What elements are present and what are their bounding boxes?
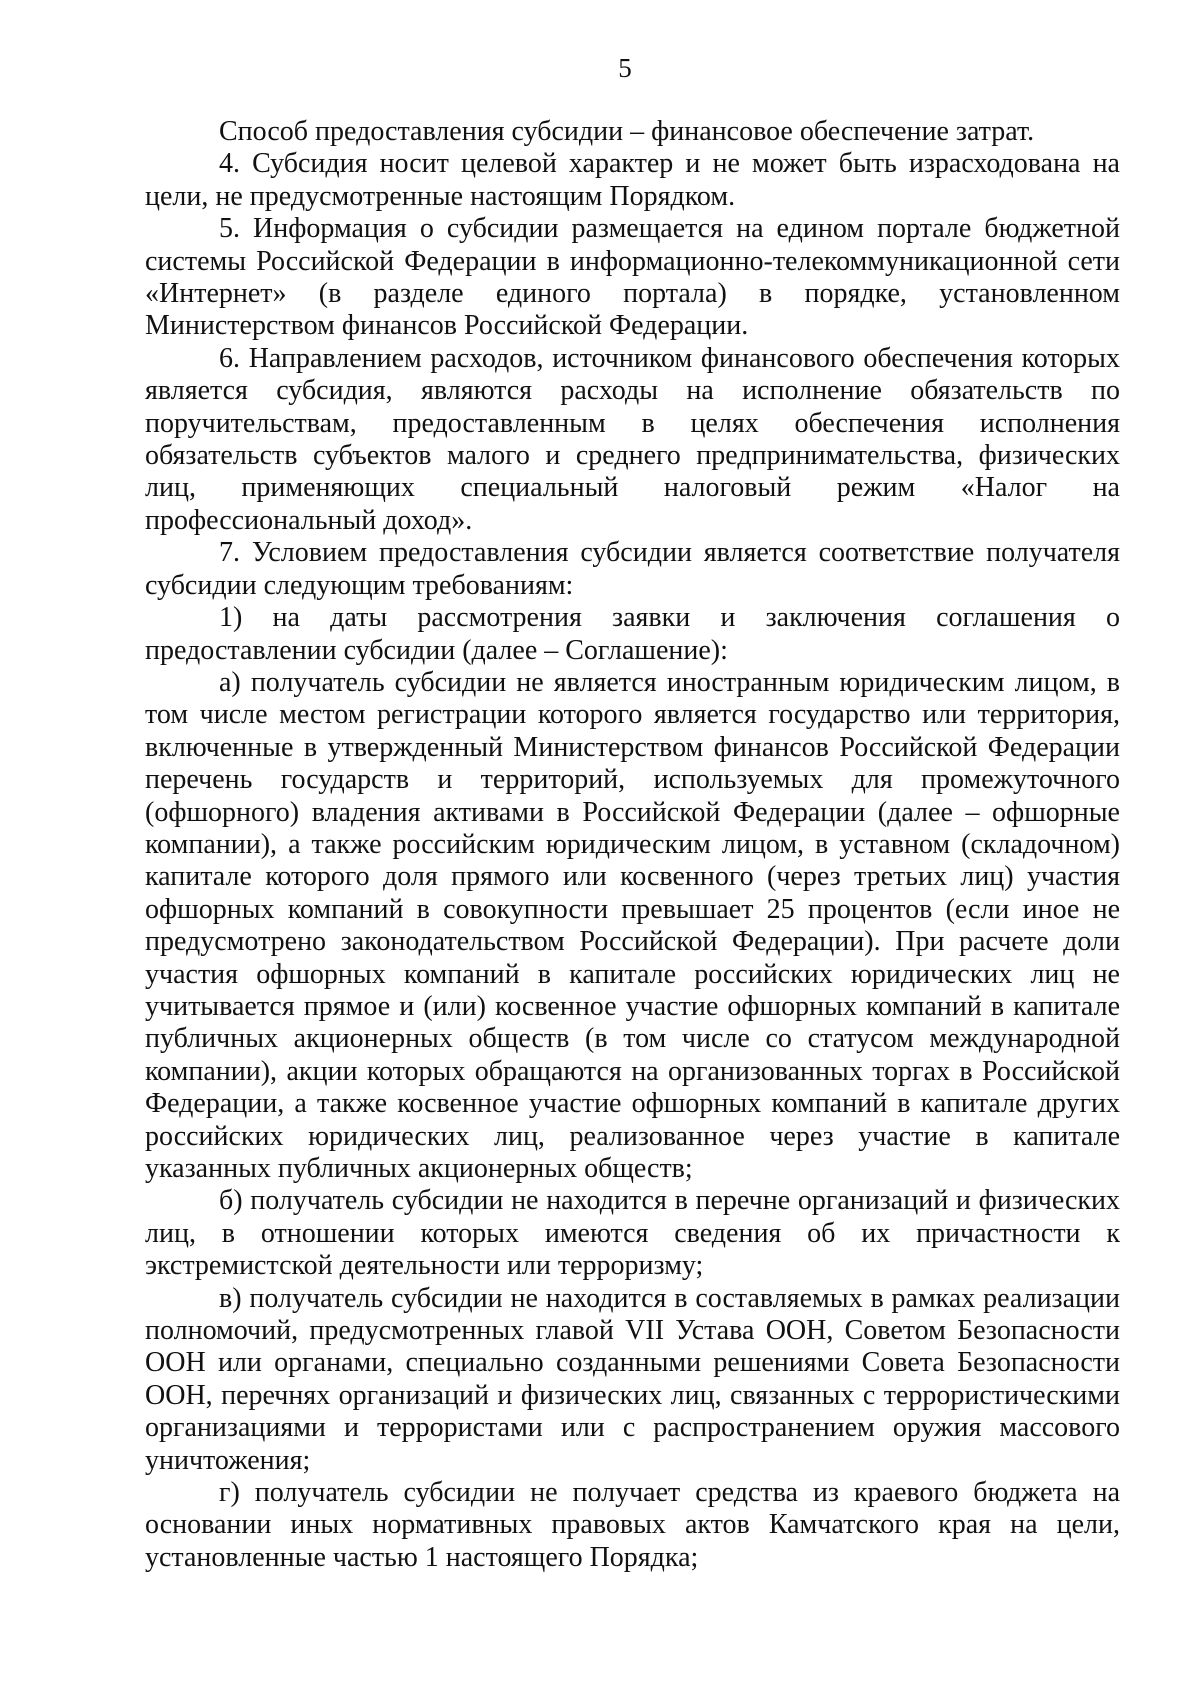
paragraph-7-1-v: в) получатель субсидии не находится в составляемых в рамках реализации полномочий, предусмотренных главой VII Устава ООН, Советом Безопасности ООН или органами, специально созданными решениями Совета Безопасности ООН, перечнях организаций и физических лиц, связанных с террористическими организациями и террористами или с распространением оружия массового уничтожения; (145, 1282, 1120, 1476)
paragraph-6: 6. Направлением расходов, источником финансового обеспечения которых является субсидия, являются расходы на исполнение обязательств по поручительствам, предоставленным в целях обеспечения исполнения обязательств субъектов малого и среднего предпринимательства, физических лиц, применяющих специальный налоговый режим «Налог на профессиональный доход». (145, 342, 1120, 536)
paragraph-7-1-a: а) получатель субсидии не является иностранным юридическим лицом, в том числе местом регистрации которого является государство или территория, включенные в утвержденный Министерством финансов Российской Федерации перечень государств и территорий, используемых для промежуточного (офшорного) владения активами в Российской Федерации (далее – офшорные компании), а также российским юридическим лицом, в уставном (складочном) капитале которого доля прямого или косвенного (через третьих лиц) участия офшорных компаний в совокупности превышает 25 процентов (если иное не предусмотрено законодательством Российской Федерации). При расчете доли участия офшорных компаний в капитале российских юридических лиц не учитывается прямое и (или) косвенное участие офшорных компаний в капитале публичных акционерных обществ (в том числе со статусом международной компании), акции которых обращаются на организованных торгах в Российской Федерации, а также косвенное участие офшорных компаний в капитале других российских юридических лиц, реализованное через участие в капитале указанных публичных акционерных обществ; (145, 666, 1120, 1184)
paragraph-7-1: 1) на даты рассмотрения заявки и заключения соглашения о предоставлении субсидии (далее – Соглашение): (145, 602, 1120, 666)
paragraph-5: 5. Информация о субсидии размещается на едином портале бюджетной системы Российской Федерации в информационно-телекоммуникационной сети «Интернет» (в разделе единого портала) в порядке, установленном Министерством финансов Российской Федерации. (145, 213, 1120, 342)
paragraph-7-1-b: б) получатель субсидии не находится в перечне организаций и физических лиц, в отношении которых имеются сведения об их причастности к экстремистской деятельности или терроризму; (145, 1185, 1120, 1282)
paragraph-4: 4. Субсидия носит целевой характер и не может быть израсходована на цели, не предусмотренные настоящим Порядком. (145, 148, 1120, 212)
paragraph-7: 7. Условием предоставления субсидии является соответствие получателя субсидии следующим требованиям: (145, 537, 1120, 601)
paragraph-7-1-g: г) получатель субсидии не получает средства из краевого бюджета на основании иных нормативных правовых актов Камчатского края на цели, установленные частью 1 настоящего Порядка; (145, 1477, 1120, 1573)
document-body (145, 116, 1120, 1574)
paragraph-method: Способ предоставления субсидии – финансовое обеспечение затрат. (219, 116, 1035, 147)
page-number: 5 (618, 53, 632, 83)
